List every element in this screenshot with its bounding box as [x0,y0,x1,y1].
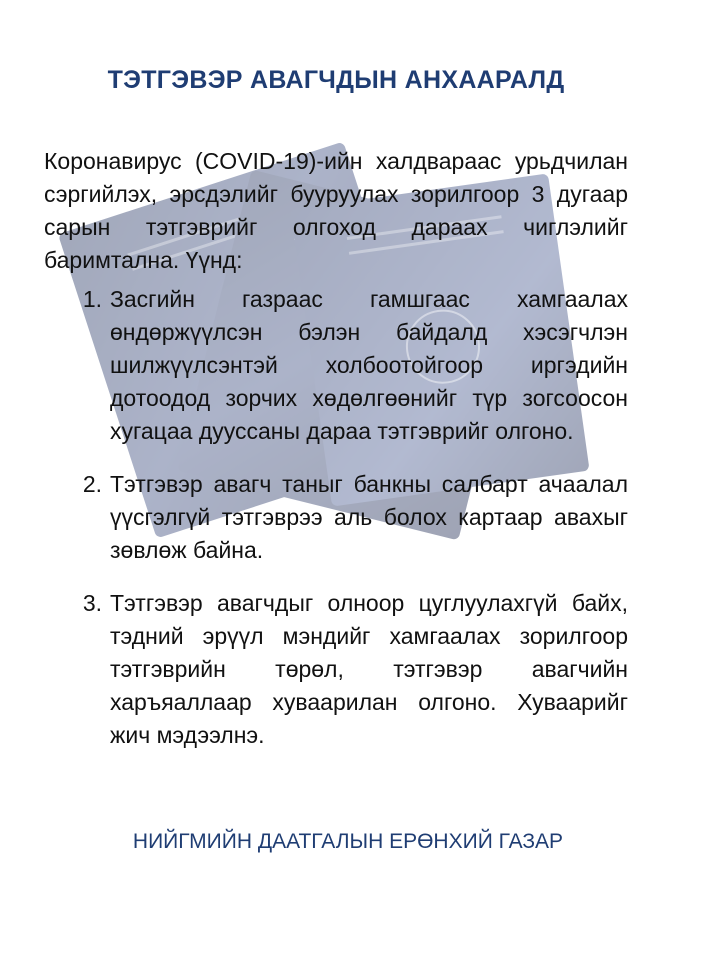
list-item [44,587,628,752]
list-item [44,283,628,448]
list-item [44,468,628,567]
guideline-list [44,283,628,772]
item-number: 1. [82,286,102,312]
intro-paragraph: Коронавирус (COVID-19)-ийн халдвараас урьдчилан сэргийлэх, эрсдэлийг бууруулах зорилгоор 3 дугаар сарын тэтгэврийг олгоход дараах чиглэлийг баримтална. Үүнд: [44,148,628,273]
item-text: Тэтгэвэр авагчдыг олноор цуглуулахгүй байх, тэдний эрүүл мэндийг хамгаалах зорилгоор тэтгэврийн төрөл, тэтгэвэр авагчийн харъяаллаар хуваарилан олгоно. Хуваарийг жич мэдээлнэ. [110,590,628,748]
item-text: Засгийн газраас гамшгаас хамгаалах өндөржүүлсэн бэлэн байдалд хэсэгчлэн шилжүүлсэнтэй холбоотойгоор иргэдийн дотоодод зорчих хөдөлгөөнийг түр зогсоосон хугацаа дууссаны дараа тэтгэврийг олгоно. [110,286,628,444]
item-text: Тэтгэвэр авагч таныг банкны салбарт ачаалал үүсгэлгүй тэтгэврээ аль болох картаар авахыг зөвлөж байна. [110,471,628,563]
item-number: 2. [82,471,102,497]
item-number: 3. [82,590,102,616]
page-title: ТЭТГЭВЭР АВАГЧДЫН АНХААРАЛД [107,66,565,94]
organization-name: НИЙГМИЙН ДААТГАЛЫН ЕРӨНХИЙ ГАЗАР [132,830,564,853]
